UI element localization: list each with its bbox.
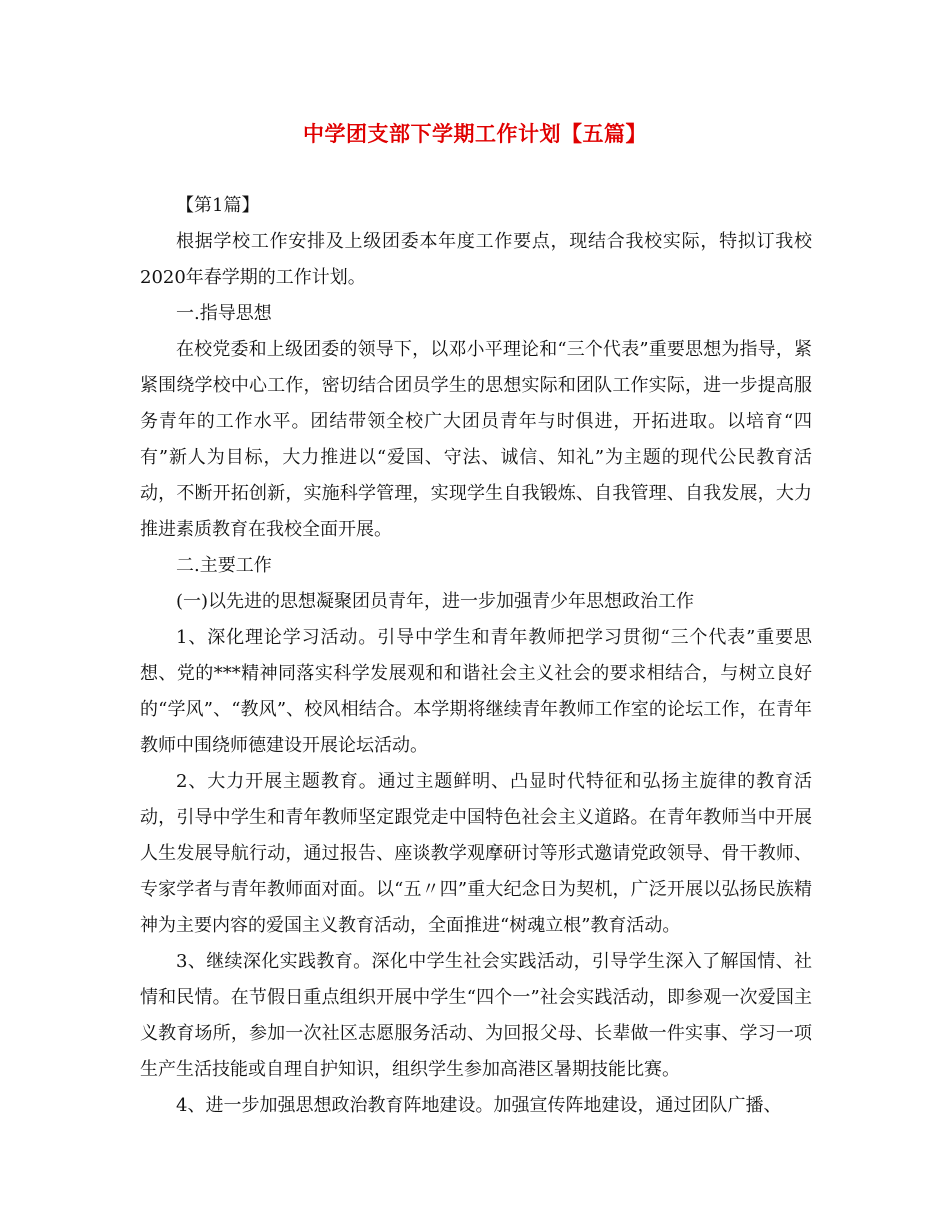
document-title: 中学团支部下学期工作计划【五篇】 — [303, 121, 647, 146]
paragraph-item-4: 4、进一步加强思想政治教育阵地建设。加强宣传阵地建设，通过团队广播、 — [176, 1095, 782, 1116]
document-body — [140, 188, 812, 1124]
section-heading-guiding-thought: 一.指导思想 — [176, 303, 272, 324]
paragraph-guiding-thought: 在校党委和上级团委的领导下，以邓小平理论和“三个代表”重要思想为指导，紧紧围绕学校中心工作，密切结合团员学生的思想实际和团队工作实际，进一步提高服务青年的工作水平。团结带领全校广大团员青年与时俱进，开拓进取。以培育“四有”新人为目标，大力推进以“爱国、守法、诚信、知礼”为主题的现代公民教育活动，不断开拓创新，实施科学管理，实现学生自我锻炼、自我管理、自我发展，大力推进素质教育在我校全面开展。 — [140, 339, 812, 540]
paragraph-intro: 根据学校工作安排及上级团委本年度工作要点，现结合我校实际，特拟订我校2020年春学期的工作计划。 — [140, 231, 812, 288]
subsection-heading-1: (一)以先进的思想凝聚团员青年，进一步加强青少年思想政治工作 — [176, 591, 695, 612]
section-heading-part-1: 【第1篇】 — [176, 195, 260, 216]
section-heading-main-work: 二.主要工作 — [176, 555, 272, 576]
paragraph-item-2: 2、大力开展主题教育。通过主题鲜明、凸显时代特征和弘扬主旋律的教育活动，引导中学生和青年教师坚定跟党走中国特色社会主义道路。在青年教师当中开展人生发展导航行动，通过报告、座谈教学观摩研讨等形式邀请党政领导、骨干教师、专家学者与青年教师面对面。以“五〃四”重大纪念日为契机，广泛开展以弘扬民族精神为主要内容的爱国主义教育活动，全面推进“树魂立根”教育活动。 — [140, 771, 812, 936]
paragraph-item-3: 3、继续深化实践教育。深化中学生社会实践活动，引导学生深入了解国情、社情和民情。在节假日重点组织开展中学生“四个一”社会实践活动，即参观一次爱国主义教育场所，参加一次社区志愿服务活动、为回报父母、长辈做一件实事、学习一项生产生活技能或自理自护知识，组织学生参加高港区暑期技能比赛。 — [140, 951, 812, 1080]
paragraph-item-1: 1、深化理论学习活动。引导中学生和青年教师把学习贯彻“三个代表”重要思想、党的***精神同落实科学发展观和和谐社会主义社会的要求相结合，与树立良好的“学风”、“教风”、校风相结合。本学期将继续青年教师工作室的论坛工作，在青年教师中围绕师德建设开展论坛活动。 — [140, 627, 812, 756]
